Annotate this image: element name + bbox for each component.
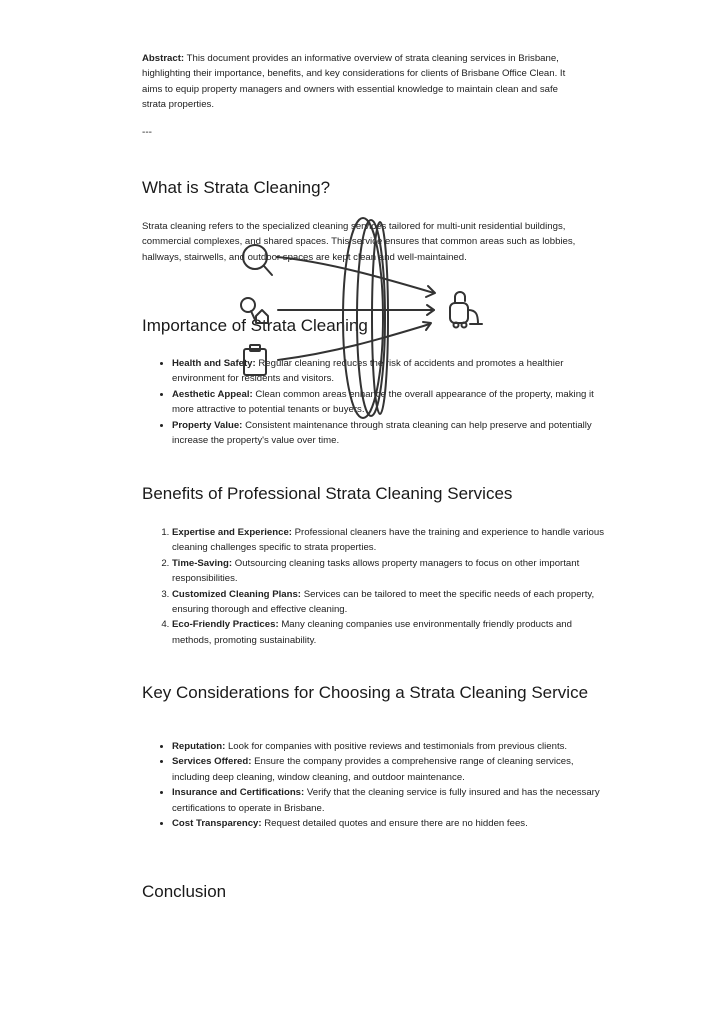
list-item — [172, 356, 612, 387]
heading-what-is-strata: What is Strata Cleaning? — [142, 178, 331, 197]
item-text: Professional cleaners have the training and experience to handle various cleaning challenges specific to strata properties. — [172, 527, 604, 554]
item-label: Services Offered: — [172, 756, 252, 768]
benefits-list — [142, 525, 612, 648]
heading-importance: Importance of Strata Cleaning — [142, 316, 368, 335]
list-item — [172, 587, 612, 618]
item-text: Many cleaning companies use environmentally friendly products and methods, promoting sustainability. — [172, 619, 572, 646]
item-label: Cost Transparency: — [172, 818, 262, 830]
abstract — [142, 51, 582, 113]
item-label: Customized Cleaning Plans: — [172, 588, 302, 600]
item-label: Insurance and Certifications: — [172, 787, 305, 799]
item-text: Request detailed quotes and ensure there are no hidden fees. — [264, 818, 528, 830]
list-item — [172, 418, 612, 449]
item-text: Clean common areas enhance the overall appearance of the property, making it more attractive to potential tenants or buyers. — [172, 388, 594, 416]
list-item — [172, 739, 612, 754]
item-text: Services can be tailored to meet the specific needs of each property, ensuring thorough and effective cleaning. — [172, 588, 595, 616]
list-item — [172, 617, 612, 648]
arrows — [277, 257, 435, 360]
item-text: Verify that the cleaning service is fully insured and has the necessary certifications to operate in Brisbane. — [172, 787, 600, 814]
abstract-text: This document provides an informative overview of strata cleaning services in Brisbane, highlighting their importance, benefits, and key considerations for clients of Brisbane Office Clean. It aims to equip property managers and owners with essential knowledge to maintain clean and safe strata properties. — [142, 53, 566, 111]
list-item — [172, 556, 612, 587]
list-item — [172, 785, 612, 816]
heading-benefits: Benefits of Professional Strata Cleaning Services — [142, 484, 513, 503]
item-text: Outsourcing cleaning tasks allows property managers to focus on other important responsibilities. — [172, 557, 580, 585]
item-label: Expertise and Experience: — [172, 527, 292, 538]
item-text: Regular cleaning reduces the risk of accidents and promotes a healthier environment for residents and visitors. — [172, 358, 564, 385]
item-label: Eco-Friendly Practices: — [172, 619, 279, 631]
abstract-label: Abstract: — [142, 53, 185, 64]
list-item — [172, 816, 612, 831]
item-text: Look for companies with positive reviews and testimonials from previous clients. — [227, 741, 568, 752]
item-label: Property Value: — [172, 419, 243, 431]
item-label: Aesthetic Appeal: — [172, 388, 253, 400]
item-label: Time-Saving: — [172, 557, 233, 569]
list-item — [172, 525, 612, 556]
item-text: Consistent maintenance through strata cleaning can help preserve and potentially increase the property's value over time. — [172, 419, 592, 447]
what-is-strata-paragraph: Strata cleaning refers to the specialized cleaning services tailored for multi-unit residential buildings, commercial complexes, and shared spaces. This service ensures that common areas such as lobbies, hallways, stairwells, and outdoor spaces are kept clean and well-maintained. — [142, 221, 576, 263]
heading-conclusion: Conclusion — [142, 882, 227, 901]
considerations-list — [142, 739, 612, 831]
item-label: Health and Safety: — [172, 358, 256, 369]
separator: --- — [142, 127, 152, 138]
heading-considerations: Key Considerations for Choosing a Strata Cleaning Service — [142, 683, 589, 702]
list-item — [172, 754, 612, 785]
vacuum-icon — [450, 292, 482, 328]
item-label: Reputation: — [172, 741, 226, 752]
item-text: Ensure the company provides a comprehensive range of cleaning services, including deep cleaning, window cleaning, and outdoor maintenance. — [172, 756, 574, 783]
list-item — [172, 387, 612, 418]
importance-list — [142, 356, 612, 448]
